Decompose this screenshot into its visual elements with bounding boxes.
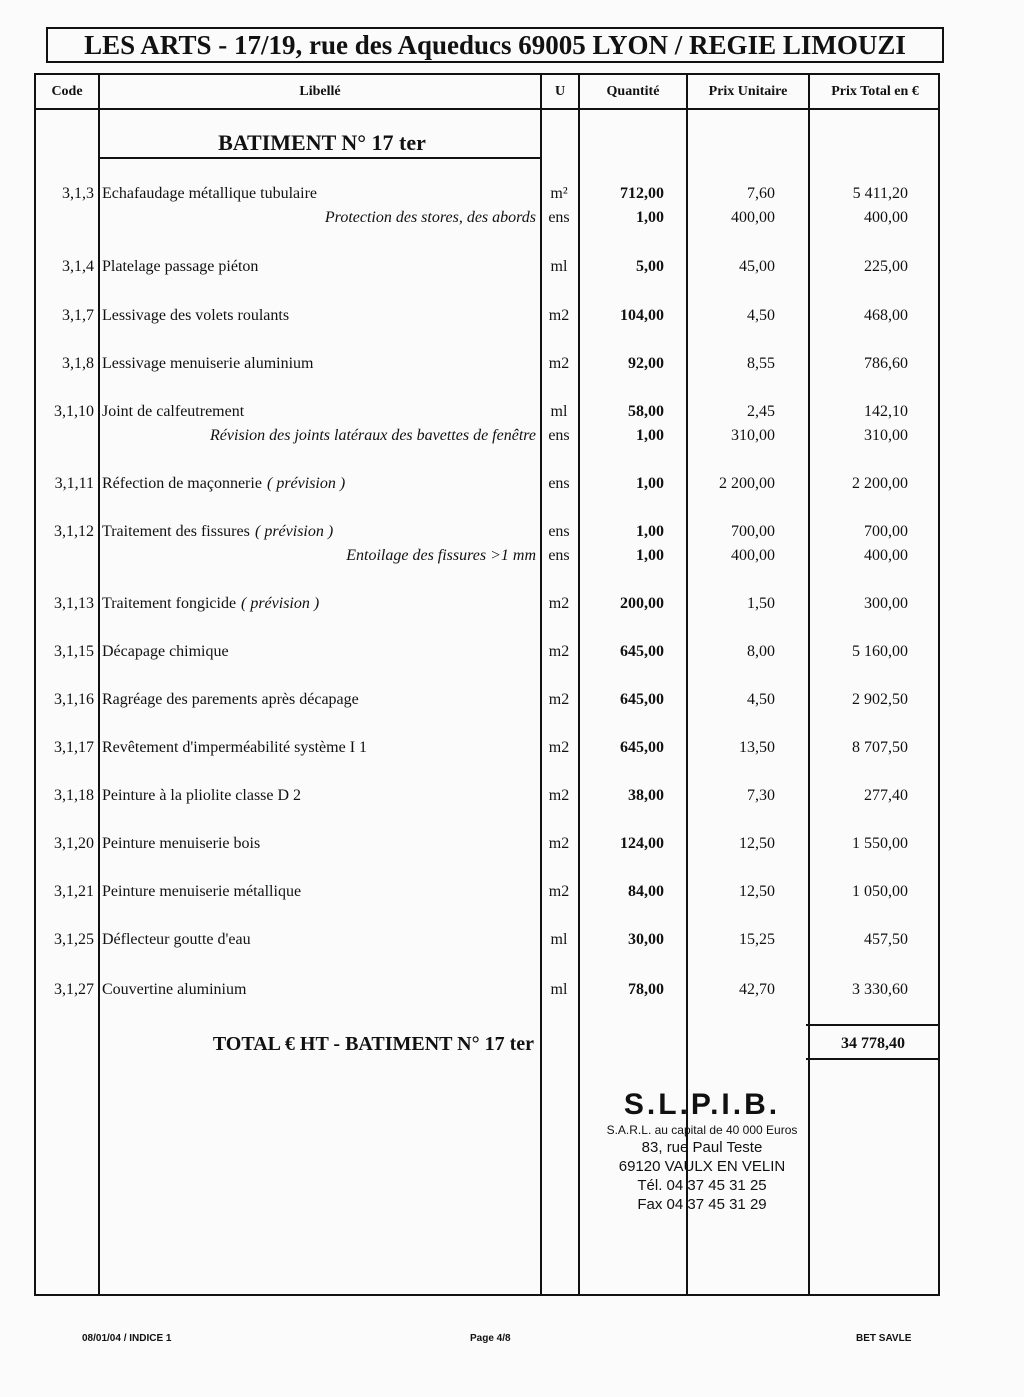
footer-page-number: Page 4/8 [470,1333,511,1344]
row-code: 3,1,20 [54,835,94,852]
row-unit-price: 8,00 [747,643,775,660]
row-unit-price: 8,55 [747,355,775,372]
row-quantity: 5,00 [636,258,664,275]
row-unit: m2 [548,787,570,804]
row-label: Décapage chimique [102,643,229,660]
row-quantity: 200,00 [620,595,664,612]
row-unit: m2 [548,835,570,852]
col-divider-code [98,73,100,1296]
row-label: Peinture à la pliolite classe D 2 [102,787,302,804]
row-unit: ml [550,258,568,275]
stamp-phone: Tél. 04 37 45 31 25 [637,1177,767,1194]
row-unit: m2 [548,739,570,756]
row-quantity: 92,00 [628,355,664,372]
document-title: LES ARTS - 17/19, rue des Aqueducs 69005 LYON / REGIE LIMOUZI [46,27,944,63]
row-unit-price: 400,00 [731,547,775,564]
row-total-price: 2 902,50 [852,691,908,708]
row-label-note: ( prévision ) [255,523,334,540]
row-quantity: 1,00 [636,547,664,564]
row-unit: ens [548,547,570,564]
row-total-price: 310,00 [864,427,908,444]
row-total-price: 225,00 [864,258,908,275]
footer-date-index: 08/01/04 / INDICE 1 [82,1333,172,1344]
company-stamp [588,1088,816,1214]
row-unit: m2 [548,307,570,324]
row-total-price: 3 330,60 [852,981,908,998]
row-label: Lessivage menuiserie aluminium [102,355,314,372]
row-quantity: 30,00 [628,931,664,948]
row-sublabel: Entoilage des fissures >1 mm [346,547,536,564]
col-divider-unit [578,73,580,1296]
stamp-city: 69120 VAULX EN VELIN [618,1158,786,1175]
col-header-unit: U [554,84,566,99]
row-unit-price: 7,30 [747,787,775,804]
row-code: 3,1,13 [54,595,94,612]
row-total-price: 400,00 [864,209,908,226]
row-unit: ml [550,931,568,948]
row-unit: ml [550,981,568,998]
row-total-price: 400,00 [864,547,908,564]
header-separator [34,108,940,110]
row-unit-price: 1,50 [747,595,775,612]
row-label: Platelage passage piéton [102,258,259,275]
row-unit-price: 4,50 [747,307,775,324]
col-header-prix-total: Prix Total en € [831,84,919,99]
row-code: 3,1,16 [54,691,94,708]
row-unit-price: 2,45 [747,403,775,420]
row-sublabel: Révision des joints latéraux des bavettes de fenêtre [210,427,536,444]
row-code: 3,1,25 [54,931,94,948]
row-quantity: 124,00 [620,835,664,852]
row-unit: ens [548,523,570,540]
footer-author: BET SAVLE [856,1333,912,1344]
row-total-price: 2 200,00 [852,475,908,492]
row-quantity: 104,00 [620,307,664,324]
row-quantity: 645,00 [620,643,664,660]
row-unit: m2 [548,691,570,708]
row-total-price: 5 411,20 [852,185,908,202]
row-total-price: 142,10 [864,403,908,420]
row-quantity: 1,00 [636,209,664,226]
row-unit-price: 310,00 [731,427,775,444]
row-code: 3,1,21 [54,883,94,900]
row-quantity: 1,00 [636,523,664,540]
row-code: 3,1,15 [54,643,94,660]
row-quantity: 1,00 [636,427,664,444]
row-unit-price: 12,50 [739,835,775,852]
row-unit-price: 7,60 [747,185,775,202]
row-quantity: 78,00 [628,981,664,998]
section-title: BATIMENT N° 17 ter [218,130,426,155]
row-sublabel: Protection des stores, des abords [324,209,536,226]
row-code: 3,1,3 [62,185,94,202]
row-label: Traitement des fissures [102,523,250,540]
row-code: 3,1,18 [54,787,94,804]
row-unit-price: 45,00 [739,258,775,275]
row-total-price: 468,00 [864,307,908,324]
row-unit: m² [550,185,568,202]
row-label-note: ( prévision ) [241,595,320,612]
section-title-separator [98,157,542,159]
col-header-libelle: Libellé [299,84,341,99]
stamp-capital: S.A.R.L. au capital de 40 000 Euros [606,1123,798,1137]
row-label: Couvertine aluminium [102,981,247,998]
total-value: 34 778,40 [841,1035,905,1052]
row-unit: ens [548,209,570,226]
row-quantity: 645,00 [620,691,664,708]
row-label: Déflecteur goutte d'eau [102,931,251,948]
row-quantity: 84,00 [628,883,664,900]
row-unit: m2 [548,643,570,660]
row-code: 3,1,7 [62,307,94,324]
row-code: 3,1,27 [54,981,94,998]
stamp-company-name: S.L.P.I.B. [623,1088,781,1121]
row-unit-price: 2 200,00 [719,475,775,492]
row-unit-price: 700,00 [731,523,775,540]
row-unit-price: 12,50 [739,883,775,900]
row-unit-price: 400,00 [731,209,775,226]
row-quantity: 712,00 [620,185,664,202]
row-label: Revêtement d'imperméabilité système I 1 [102,739,368,756]
row-code: 3,1,4 [62,258,94,275]
row-unit-price: 42,70 [739,981,775,998]
row-label: Joint de calfeutrement [102,403,245,420]
row-total-price: 277,40 [864,787,908,804]
row-total-price: 1 050,00 [852,883,908,900]
row-unit: m2 [548,595,570,612]
stamp-fax: Fax 04 37 45 31 29 [637,1196,767,1213]
row-total-price: 1 550,00 [852,835,908,852]
stamp-street: 83, rue Paul Teste [641,1139,763,1156]
row-unit: ml [550,403,568,420]
row-label: Lessivage des volets roulants [102,307,290,324]
row-code: 3,1,11 [54,475,94,492]
total-label: TOTAL € HT - BATIMENT N° 17 ter [212,1033,534,1055]
row-unit-price: 4,50 [747,691,775,708]
col-header-code: Code [51,84,83,99]
row-code: 3,1,12 [54,523,94,540]
row-label: Réfection de maçonnerie [102,475,262,492]
row-total-price: 300,00 [864,595,908,612]
row-label-note: ( prévision ) [267,475,346,492]
col-header-quantite: Quantité [606,84,660,99]
row-unit-price: 13,50 [739,739,775,756]
row-total-price: 786,60 [864,355,908,372]
row-total-price: 5 160,00 [852,643,908,660]
row-unit-price: 15,25 [739,931,775,948]
row-unit: ens [548,427,570,444]
row-label: Ragréage des parements après décapage [102,691,359,708]
row-label: Traitement fongicide [102,595,237,612]
row-quantity: 645,00 [620,739,664,756]
row-quantity: 38,00 [628,787,664,804]
row-unit: ens [548,475,570,492]
row-total-price: 700,00 [864,523,908,540]
row-quantity: 58,00 [628,403,664,420]
row-code: 3,1,17 [54,739,94,756]
row-label: Echafaudage métallique tubulaire [102,185,318,202]
row-total-price: 457,50 [864,931,908,948]
row-quantity: 1,00 [636,475,664,492]
row-code: 3,1,8 [62,355,94,372]
row-label: Peinture menuiserie métallique [102,883,302,900]
row-label: Peinture menuiserie bois [102,835,261,852]
row-code: 3,1,10 [54,403,94,420]
col-header-prix-unitaire: Prix Unitaire [708,84,788,99]
row-unit: m2 [548,355,570,372]
row-total-price: 8 707,50 [852,739,908,756]
col-divider-libelle [540,73,542,1296]
row-unit: m2 [548,883,570,900]
